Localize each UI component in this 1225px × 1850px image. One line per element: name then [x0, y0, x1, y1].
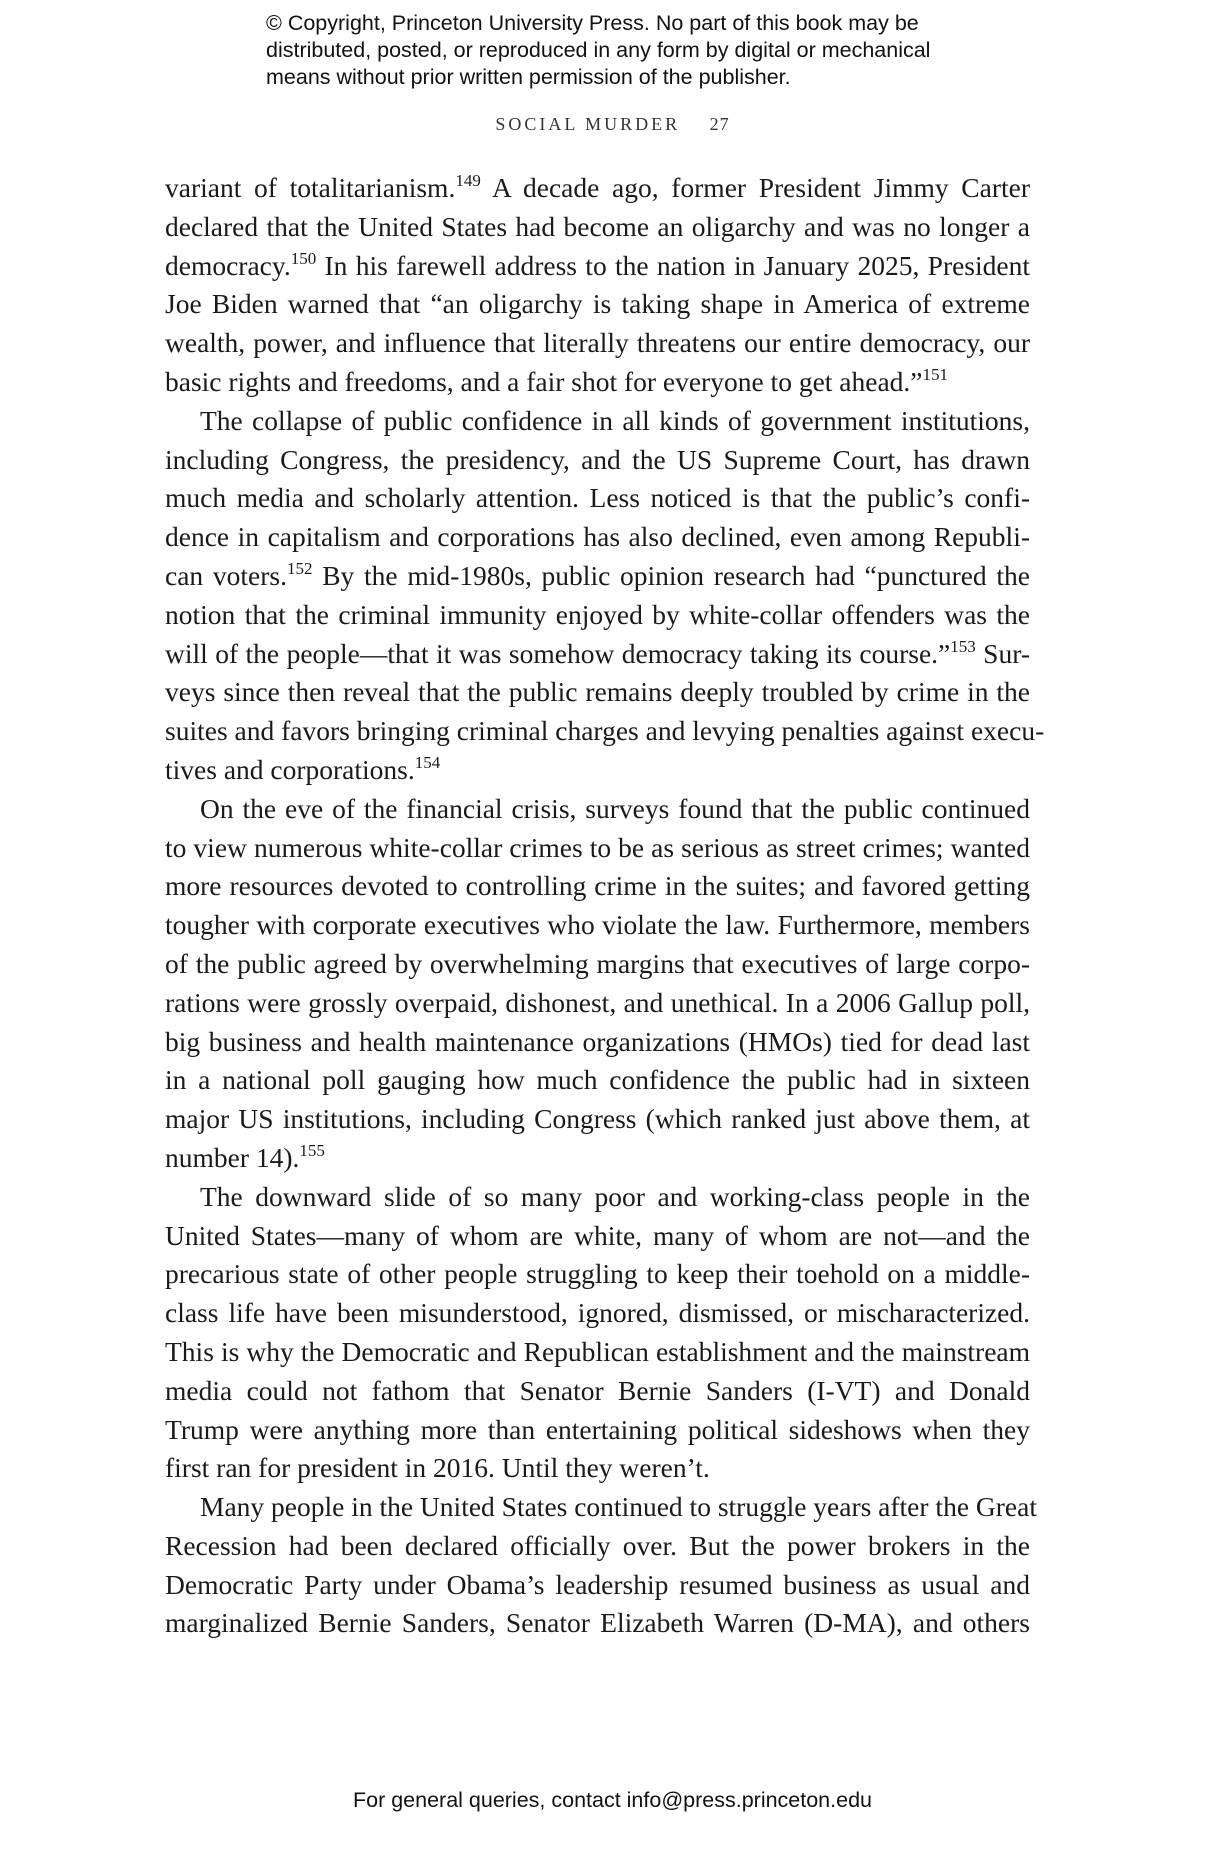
text-segment: democracy. [165, 249, 291, 281]
paragraph [165, 402, 1045, 790]
text-segment: including Congress, the presidency, and the US Supreme Court, has drawn [165, 443, 1030, 475]
text-segment: United States—many of whom are white, many of whom are not—and the [165, 1219, 1030, 1251]
copyright-line: © Copyright, Princeton University Press. No part of this book may be [266, 11, 919, 35]
text-segment: The downward slide of so many poor and working-class people in the [200, 1180, 1030, 1212]
text-segment: precarious state of other people struggling to keep their toehold on a middle- [165, 1258, 1030, 1290]
text-segment: marginalized Bernie Sanders, Senator Elizabeth Warren (D-MA), and others [165, 1607, 1030, 1639]
text-segment: first ran for president in 2016. Until they weren’t. [165, 1452, 710, 1484]
paragraph [165, 169, 1030, 402]
text-segment: basic rights and freedoms, and a fair shot for everyone to get ahead.” [165, 365, 923, 397]
text-segment: tives and corporations. [165, 753, 415, 785]
text-segment: tougher with corporate executives who violate the law. Furthermore, members [165, 909, 1030, 941]
text-line [165, 829, 1030, 868]
text-line [165, 1217, 1030, 1256]
text-line [165, 479, 1030, 518]
text-line [165, 1604, 1030, 1643]
text-line [165, 247, 1030, 286]
text-line [165, 1061, 1030, 1100]
text-line [165, 402, 1030, 441]
text-line [165, 1411, 1030, 1450]
footnote-marker: 155 [299, 1140, 325, 1160]
text-segment: By the mid-1980s, public opinion research had “punctured the [312, 559, 1030, 591]
text-line [165, 1449, 1030, 1488]
text-segment: Joe Biden warned that “an oligarchy is taking shape in America of extreme [165, 288, 1030, 320]
text-segment: notion that the criminal immunity enjoyed by white-collar offenders was the [165, 598, 1030, 630]
text-segment: suites and favors bringing criminal charges and levying penalties against execu- [165, 715, 1045, 747]
text-segment: variant of totalitarianism. [165, 172, 456, 203]
text-segment: In his farewell address to the nation in January 2025, President [316, 249, 1030, 281]
text-segment: number 14). [165, 1141, 300, 1173]
paragraph [165, 790, 1030, 1178]
text-line [165, 1488, 1037, 1527]
text-line [165, 363, 1030, 402]
text-segment: to view numerous white-collar crimes to be as serious as street crimes; wanted [165, 831, 1030, 863]
text-line [165, 984, 1030, 1023]
text-line [165, 635, 1030, 674]
text-line [165, 557, 1030, 596]
paragraph [165, 1178, 1030, 1488]
text-line [165, 751, 1030, 790]
text-segment: rations were grossly overpaid, dishonest, and unethical. In a 2006 Gallup poll, [165, 986, 1030, 1018]
text-segment: can voters. [165, 559, 287, 591]
text-line [165, 324, 1030, 363]
copyright-line: distributed, posted, or reproduced in any form by digital or mechanical [266, 38, 931, 62]
footnote-marker: 150 [290, 248, 317, 268]
text-line [165, 1178, 1030, 1217]
text-line [165, 1566, 1030, 1605]
text-segment: The collapse of public confidence in all kinds of government institutions, [200, 404, 1030, 436]
paragraph [165, 1488, 1037, 1643]
text-segment: will of the people—that it was somehow democracy taking its course.” [165, 637, 951, 669]
text-line [165, 945, 1030, 984]
running-head-title: SOCIAL MURDER [495, 114, 681, 134]
text-segment: much media and scholarly attention. Less noticed is that the public’s confi- [165, 482, 1030, 514]
text-line [165, 596, 1030, 635]
footnote-marker: 152 [286, 558, 313, 578]
text-line [165, 906, 1030, 945]
text-segment: of the public agreed by overwhelming margins that executives of large corpo- [165, 947, 1030, 979]
footnote-marker: 154 [414, 752, 441, 772]
footnote-marker: 151 [922, 364, 948, 384]
copyright-line: means without prior written permission of the publisher. [266, 65, 791, 89]
text-segment: wealth, power, and influence that literally threatens our entire democracy, our [165, 327, 1030, 359]
text-line [165, 1139, 1030, 1178]
text-line [165, 1023, 1030, 1062]
text-line [165, 673, 1030, 712]
text-line [165, 169, 1030, 208]
text-segment: media could not fathom that Senator Bernie Sanders (I-VT) and Donald [165, 1374, 1030, 1406]
text-line [165, 1294, 1030, 1333]
text-segment: dence in capitalism and corporations has also declined, even among Republi- [165, 521, 1030, 553]
text-segment: more resources devoted to controlling crime in the suites; and favored getting [165, 870, 1030, 902]
text-line [165, 1100, 1030, 1139]
footnote-marker: 149 [455, 171, 481, 190]
text-segment: Sur- [975, 637, 1030, 669]
text-line [165, 790, 1030, 829]
text-segment: big business and health maintenance organizations (HMOs) tied for dead last [165, 1025, 1030, 1057]
text-segment: Many people in the United States continued to struggle years after the Great [200, 1491, 1037, 1523]
text-line [165, 867, 1030, 906]
text-segment: Trump were anything more than entertaining political sideshows when they [165, 1413, 1030, 1445]
text-line [165, 712, 1045, 751]
running-head [0, 114, 1225, 135]
text-segment: major US institutions, including Congress (which ranked just above them, at [165, 1103, 1030, 1135]
text-line [165, 441, 1030, 480]
text-segment: On the eve of the financial crisis, surveys found that the public continued [200, 792, 1030, 824]
text-line [165, 1333, 1030, 1372]
text-segment: veys since then reveal that the public remains deeply troubled by crime in the [165, 676, 1030, 708]
copyright-notice [266, 10, 1026, 91]
text-line [165, 1255, 1030, 1294]
text-line [165, 518, 1030, 557]
text-segment: declared that the United States had become an oligarchy and was no longer a [165, 210, 1030, 242]
text-segment: Recession had been declared officially over. But the power brokers in the [165, 1529, 1030, 1561]
page-number: 27 [709, 114, 730, 134]
text-line [165, 208, 1030, 247]
body-text [165, 169, 1045, 1643]
text-segment: This is why the Democratic and Republican establishment and the mainstream [165, 1335, 1030, 1367]
footnote-marker: 153 [950, 636, 976, 656]
text-segment: class life have been misunderstood, ignored, dismissed, or mischaracterized. [165, 1297, 1030, 1329]
text-line [165, 1372, 1030, 1411]
text-segment: Democratic Party under Obama’s leadership resumed business as usual and [165, 1568, 1030, 1600]
footer-contact: For general queries, contact info@press.princeton.edu [352, 1788, 872, 1812]
text-line [165, 285, 1030, 324]
text-segment: in a national poll gauging how much confidence the public had in sixteen [165, 1064, 1030, 1096]
text-segment: A decade ago, former President Jimmy Carter [480, 172, 1030, 203]
text-line [165, 1527, 1030, 1566]
